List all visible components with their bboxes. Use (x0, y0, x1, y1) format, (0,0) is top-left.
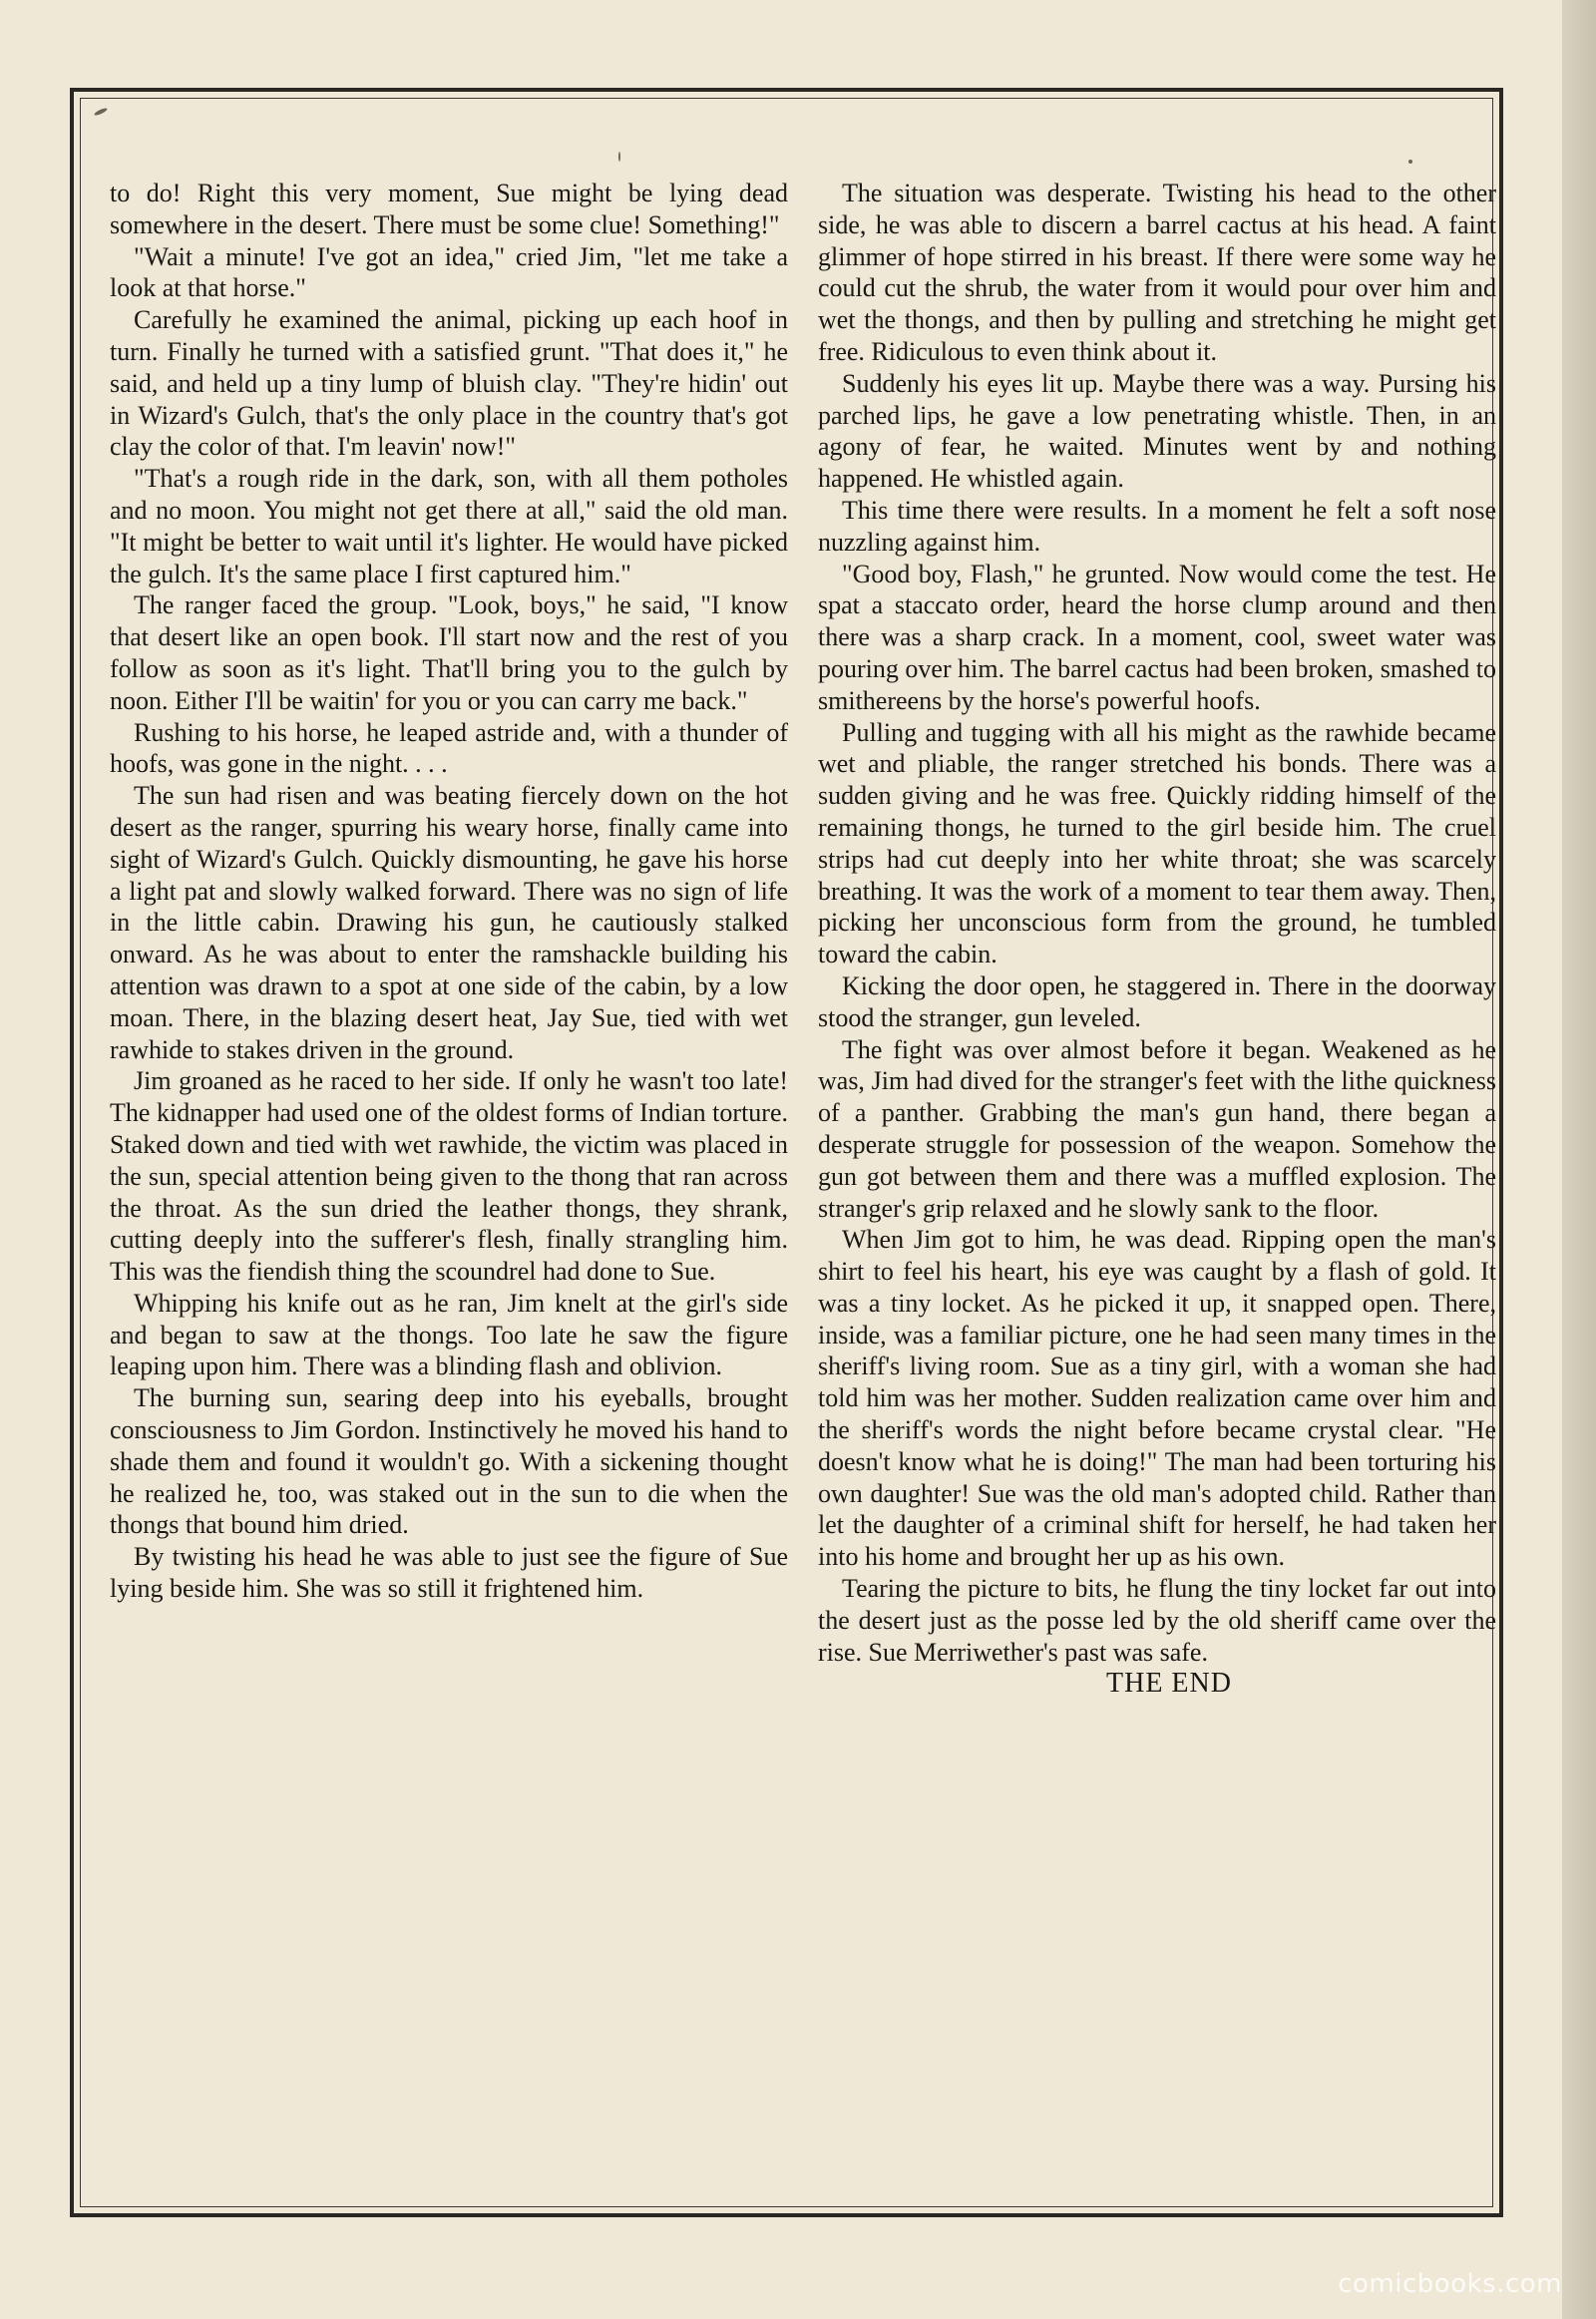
paragraph: The fight was over almost before it began. Weakened as he was, Jim had dived for the stranger's feet with the lithe quickness of a panther. Grabbing the man's gun hand, there began a desperate struggle for possession of the weapon. Somehow the gun got between them and there was a muffled explosion. The stranger's grip relaxed and he slowly sank to the floor. (818, 1034, 1496, 1223)
paragraph: "That's a rough ride in the dark, son, with all them potholes and no moon. You might not get there at all," said the old man. "It might be better to wait until it's lighter. He would have picked the gulch. It's the same place I first captured him." (110, 464, 788, 588)
left-column (110, 178, 788, 1605)
paragraph: Jim groaned as he raced to her side. If only he wasn't too late! The kidnapper had used one of the oldest forms of Indian torture. Staked down and tied with wet rawhide, the victim was placed in the sun, special attention being given to the thong that ran across the throat. As the sun dried the leather thongs, they shrank, cutting deeply into the sufferer's flesh, finally strangling him. This was the fiendish thing the scoundrel had done to Sue. (110, 1066, 788, 1287)
paragraph: The sun had risen and was beating fiercely down on the hot desert as the ranger, spurring his weary horse, finally came into sight of Wizard's Gulch. Quickly dismounting, he gave his horse a light pat and slowly walked forward. There was no sign of life in the little cabin. Drawing his gun, he cautiously stalked onward. As he was about to enter the ramshackle building his attention was drawn to a spot at one side of the cabin, by a low moan. There, in the blazing desert heat, Jay Sue, tied with wet rawhide to stakes driven in the ground. (110, 781, 788, 1064)
right-column (818, 178, 1496, 1700)
paragraph: The burning sun, searing deep into his eyeballs, brought consciousness to Jim Gordon. Instinctively he moved his hand to shade them and found it wouldn't go. With a sickening thought he realized he, too, was staked out in the sun to die when the thongs that bound him dried. (110, 1383, 788, 1540)
paragraph: When Jim got to him, he was dead. Ripping open the man's shirt to feel his heart, his eye was caught by a flash of gold. It was a tiny locket. As he picked it up, it snapped open. There, inside, was a familiar picture, one he had seen many times in the sheriff's living room. Sue as a tiny girl, with a woman she had told him was her mother. Sudden realization came over him and the sheriff's words the night before became crystal clear. "He doesn't know what he is doing!" The man had been torturing his own daughter! Sue was the old man's adopted child. Rather than let the daughter of a criminal shift for herself, he had taken her into his home and brought her up as his own. (818, 1225, 1496, 1572)
paragraph: Rushing to his horse, he leaped astride and, with a thunder of hoofs, was gone in the night. . . . (110, 717, 788, 779)
paragraph: This time there were results. In a moment he felt a soft nose nuzzling against him. (818, 495, 1496, 557)
story-text (110, 178, 1496, 2162)
speck-mark (1408, 160, 1412, 164)
paragraph: Tearing the picture to bits, he flung the tiny locket far out into the desert just as the posse led by the old sheriff came over the rise. Sue Merriwether's past was safe. (818, 1574, 1496, 1667)
paragraph: The situation was desperate. Twisting his head to the other side, he was able to discern a barrel cactus at his head. A faint glimmer of hope stirred in his breast. If there were some way he could cut the shrub, the water from it would pour over him and wet the thongs, and then by pulling and stretching he might get free. Ridiculous to even think about it. (818, 179, 1496, 366)
speck-mark (618, 152, 620, 162)
paragraph: The ranger faced the group. "Look, boys," he said, "I know that desert like an open book. I'll start now and the rest of you follow as soon as it's light. That'll bring you to the gulch by noon. Either I'll be waitin' for you or you can carry me back." (110, 590, 788, 715)
paragraph: Suddenly his eyes lit up. Maybe there was a way. Pursing his parched lips, he gave a low penetrating whistle. Then, in an agony of fear, he waited. Minutes went by and nothing happened. He whistled again. (818, 368, 1496, 494)
page-edge-shadow (1562, 0, 1596, 2319)
paragraph: By twisting his head he was able to just see the figure of Sue lying beside him. She was so still it frightened him. (110, 1542, 788, 1604)
paragraph: "Good boy, Flash," he grunted. Now would come the test. He spat a staccato order, heard the horse clump around and then there was a sharp crack. In a moment, cool, sweet water was pouring over him. The barrel cactus had been broken, smashed to smithereens by the horse's powerful hoofs. (818, 559, 1496, 715)
paragraph: Whipping his knife out as he ran, Jim knelt at the girl's side and began to saw at the thongs. Too late he saw the figure leaping upon him. There was a blinding flash and oblivion. (110, 1288, 788, 1381)
site-watermark: comicbooks.com (1338, 2269, 1562, 2299)
paragraph: to do! Right this very moment, Sue might be lying dead somewhere in the desert. There must be some clue! Something!" (110, 179, 788, 239)
the-end-label: THE END (1106, 1668, 1232, 1700)
paragraph: Pulling and tugging with all his might as the rawhide became wet and pliable, the ranger stretched his bonds. There was a sudden giving and he was free. Quickly ridding himself of the remaining thongs, he turned to the girl beside him. The cruel strips had cut deeply into her white throat; she was scarcely breathing. It was the work of a moment to tear them away. Then, picking her unconscious form from the ground, he tumbled toward the cabin. (818, 717, 1496, 969)
paragraph: Kicking the door open, he staggered in. There in the doorway stood the stranger, gun leveled. (818, 970, 1496, 1032)
paragraph: Carefully he examined the animal, picking up each hoof in turn. Finally he turned with a satisfied grunt. "That does it," he said, and held up a tiny lump of bluish clay. "They're hidin' out in Wizard's Gulch, that's the only place in the country that's got clay the color of that. I'm leavin' now!" (110, 305, 788, 462)
paragraph: "Wait a minute! I've got an idea," cried Jim, "let me take a look at that horse." (110, 241, 788, 303)
